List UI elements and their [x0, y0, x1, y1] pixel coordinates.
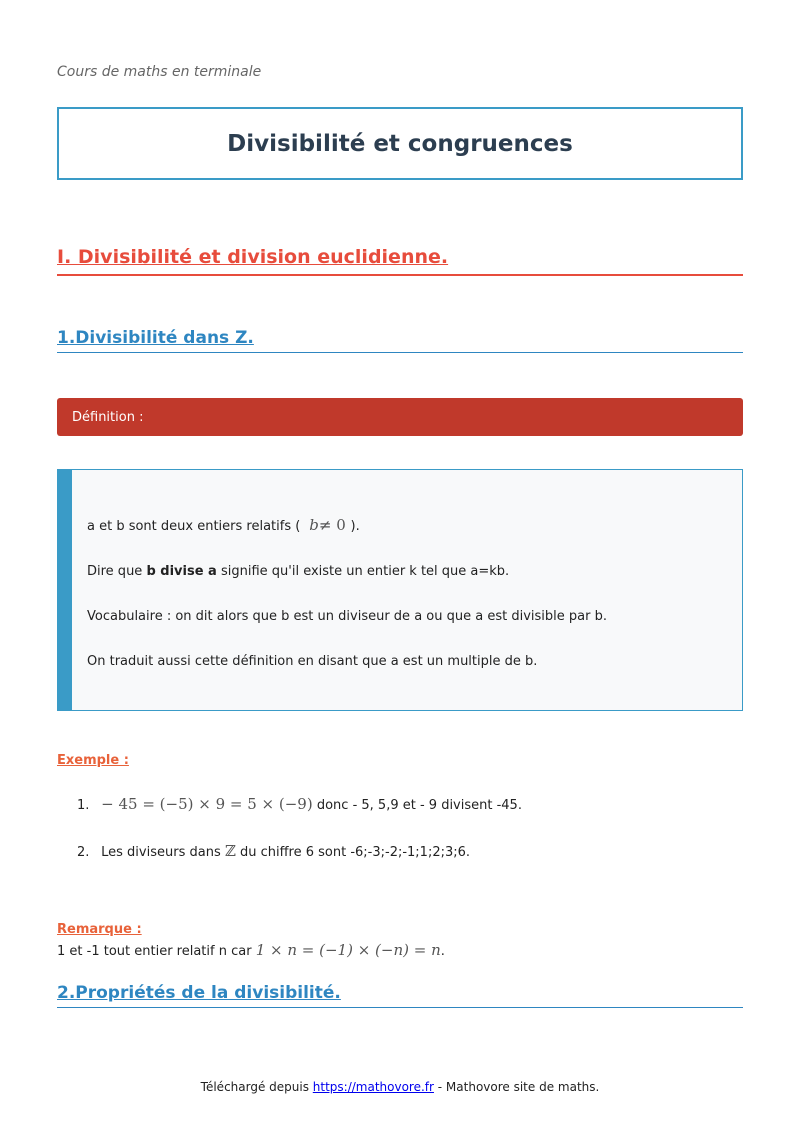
example-item-1: 1. − 45 = (−5) × 9 = 5 × (−9) donc - 5, 5,9 et - 9 divisent -45.	[77, 795, 522, 813]
footer-link[interactable]: https://mathovore.fr	[312, 1080, 434, 1094]
definition-line-2: Dire que b divise a signifie qu'il existe un entier k tel que a=kb.	[87, 564, 510, 579]
example-math-1: − 45 = (−5) × 9 = 5 × (−9)	[101, 795, 313, 813]
example-item-2: 2. Les diviseurs dans ℤ du chiffre 6 sont -6;-3;-2;-1;1;2;3;6.	[77, 842, 471, 860]
remark-text: 1 et -1 tout entier relatif n car 1 × n = (−1) × (−n) = n.	[57, 941, 445, 959]
footer: Téléchargé depuis https://mathovore.fr - Mathovore site de maths.	[200, 1080, 600, 1094]
remark-label: Remarque :	[57, 922, 142, 937]
subsection-heading-1: 1.Divisibilité dans Z.	[57, 328, 743, 353]
integers-symbol: ℤ	[224, 842, 236, 860]
section-heading: I. Divisibilité et division euclidienne.	[57, 246, 743, 276]
subsection-heading-2: 2.Propriétés de la divisibilité.	[57, 983, 743, 1008]
definition-line-3: Vocabulaire : on dit alors que b est un diviseur de a ou que a est divisible par b.	[87, 609, 607, 624]
page-title: Divisibilité et congruences	[227, 130, 573, 157]
example-label: Exemple :	[57, 753, 129, 768]
math-b-nonzero: b≠ 0	[309, 516, 346, 534]
header-note: Cours de maths en terminale	[57, 64, 262, 80]
definition-label: Définition :	[72, 409, 144, 425]
definition-bar	[57, 398, 743, 436]
definition-bold-term: b divise a	[146, 564, 217, 579]
remark-math: 1 × n = (−1) × (−n) = n	[255, 941, 441, 959]
definition-line-1: a et b sont deux entiers relatifs ( b≠ 0 ).	[87, 516, 360, 534]
definition-line-4: On traduit aussi cette définition en disant que a est un multiple de b.	[87, 654, 538, 669]
title-box	[57, 107, 743, 180]
definition-box	[57, 469, 743, 711]
